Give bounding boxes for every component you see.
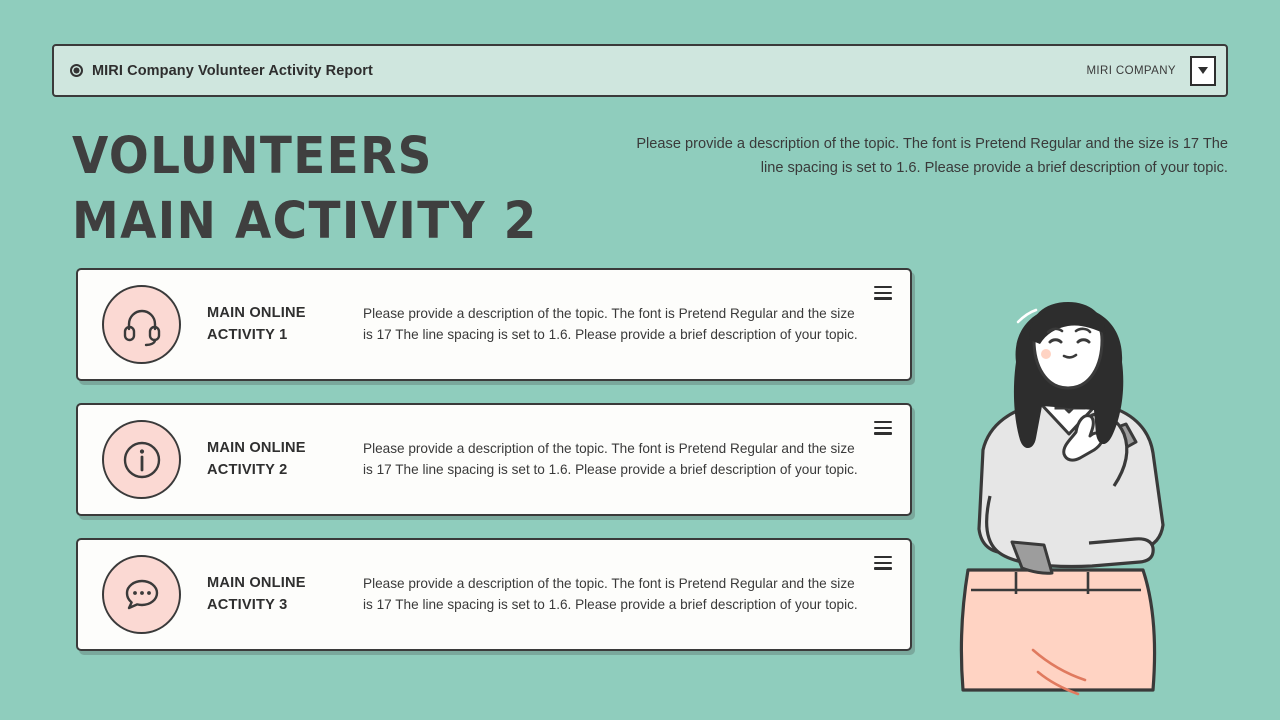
header-left-group — [70, 63, 373, 79]
hamburger-menu-icon[interactable] — [874, 286, 892, 300]
hamburger-menu-icon[interactable] — [874, 556, 892, 570]
activity-card-title: MAIN ONLINE ACTIVITY 2 — [207, 440, 306, 478]
menu-line — [874, 297, 892, 299]
company-label: MIRI COMPANY — [1086, 64, 1176, 77]
menu-line — [874, 427, 892, 429]
headset-icon — [102, 285, 181, 364]
target-dot-icon — [70, 64, 83, 77]
menu-line — [874, 432, 892, 434]
document-header-bar — [52, 44, 1228, 97]
header-right-group — [1086, 56, 1216, 86]
thinking-woman-illustration — [938, 300, 1238, 720]
menu-line — [874, 421, 892, 423]
menu-line — [874, 556, 892, 558]
activity-card[interactable] — [76, 538, 912, 651]
menu-line — [874, 567, 892, 569]
chevron-down-icon — [1198, 67, 1208, 74]
dropdown-button[interactable] — [1190, 56, 1216, 86]
activity-card[interactable] — [76, 403, 912, 516]
hamburger-menu-icon[interactable] — [874, 421, 892, 435]
page-title — [72, 124, 538, 255]
menu-line — [874, 292, 892, 294]
intro-paragraph: Please provide a description of the topic. The font is Pretend Regular and the size is 17 The line spacing is set to 1.6. Please provide a brief description of your topic. — [636, 136, 1228, 177]
activity-card-body: Please provide a description of the topic. The font is Pretend Regular and the size is 17 The line spacing is set to 1.6. Please provide a brief description of your topic. — [363, 306, 858, 342]
page-title-line-1: VOLUNTEERS — [72, 127, 433, 186]
activity-card-title: MAIN ONLINE ACTIVITY 1 — [207, 305, 306, 343]
chat-bubble-icon — [102, 555, 181, 634]
page-title-line-2: MAIN ACTIVITY 2 — [72, 192, 538, 252]
document-title: MIRI Company Volunteer Activity Report — [92, 62, 373, 79]
menu-line — [874, 286, 892, 288]
activity-card-body: Please provide a description of the topic. The font is Pretend Regular and the size is 17 The line spacing is set to 1.6. Please provide a brief description of your topic. — [363, 576, 858, 612]
info-icon — [102, 420, 181, 499]
activity-card-list — [76, 268, 912, 651]
activity-card[interactable] — [76, 268, 912, 381]
activity-card-title: MAIN ONLINE ACTIVITY 3 — [207, 575, 306, 613]
menu-line — [874, 562, 892, 564]
activity-card-body: Please provide a description of the topic. The font is Pretend Regular and the size is 17 The line spacing is set to 1.6. Please provide a brief description of your topic. — [363, 441, 858, 477]
